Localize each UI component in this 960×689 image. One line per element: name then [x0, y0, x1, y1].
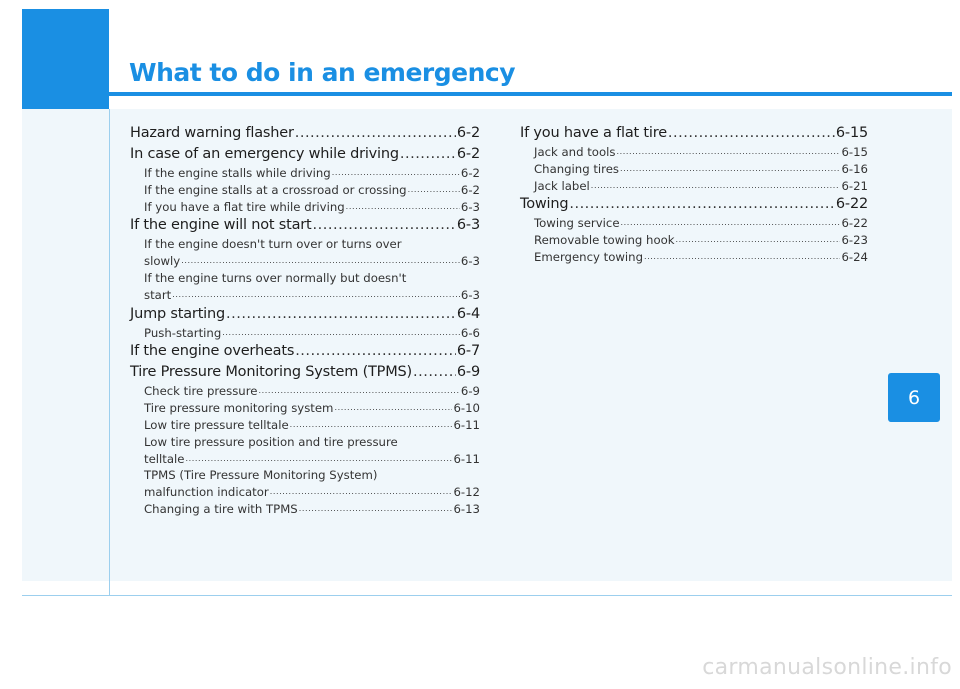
- toc-page-number: 6-15: [835, 125, 868, 141]
- toc-entry-title: Hazard warning flasher: [130, 125, 294, 141]
- toc-leader-dots: [295, 341, 456, 362]
- toc-column-left: [130, 123, 480, 518]
- toc-entry[interactable]: [130, 123, 480, 144]
- toc-entry-title: Jack label: [534, 178, 590, 193]
- toc-subentry[interactable]: [520, 144, 868, 161]
- toc-entry-title: If the engine stalls while driving: [144, 166, 331, 180]
- toc-subentry-line[interactable]: If the engine turns over normally but doesn't: [144, 270, 407, 285]
- toc-leader-dots: [620, 161, 840, 178]
- toc-leader-dots: [226, 304, 456, 325]
- toc-leader-dots: [676, 232, 841, 249]
- toc-subentry[interactable]: [130, 182, 480, 199]
- toc-page-number: 6-10: [453, 401, 480, 416]
- toc-leader-dots: [346, 199, 460, 216]
- toc-entry-title: Jump starting: [130, 305, 225, 322]
- toc-page-number: 6-9: [460, 384, 480, 399]
- toc-subentry[interactable]: [130, 165, 480, 182]
- watermark: carmanualsonline.info: [702, 655, 952, 680]
- toc-page-number: 6-4: [456, 305, 480, 322]
- toc-entry-title: If the engine stalls at a crossroad or crossing: [144, 182, 407, 197]
- toc-entry-title: If you have a flat tire: [520, 125, 667, 141]
- toc-subentry[interactable]: [520, 249, 868, 266]
- toc-entry[interactable]: [130, 341, 480, 362]
- toc-leader-dots: [313, 215, 456, 236]
- header-corner-block: [22, 9, 109, 109]
- toc-entry[interactable]: [130, 362, 480, 383]
- toc-page-number: 6-23: [841, 233, 868, 248]
- toc-leader-dots: [621, 215, 841, 232]
- toc-page-number: 6-2: [460, 166, 480, 180]
- toc-leader-dots: [332, 165, 460, 182]
- toc-entry-title: Jack and tools: [534, 145, 616, 159]
- toc-page-number: 6-12: [453, 485, 480, 500]
- toc-subentry[interactable]: [130, 417, 480, 434]
- toc-entry-title: telltale: [144, 451, 185, 466]
- toc-page-number: 6-3: [460, 287, 480, 302]
- toc-subentry[interactable]: [520, 178, 868, 195]
- toc-subentry[interactable]: [520, 161, 868, 178]
- toc-entry-title: Removable towing hook: [534, 233, 675, 248]
- toc-subentry[interactable]: [130, 400, 480, 417]
- toc-subentry[interactable]: [130, 199, 480, 216]
- toc-leader-dots: [616, 144, 840, 161]
- toc-page-number: 6-3: [456, 217, 480, 234]
- toc-page-number: 6-7: [456, 343, 480, 360]
- toc-entry-title: Towing service: [534, 216, 620, 231]
- toc-page-number: 6-22: [835, 196, 868, 213]
- toc-entry[interactable]: [520, 123, 868, 144]
- toc-subentry[interactable]: [130, 325, 480, 342]
- toc-subentry[interactable]: [520, 232, 868, 249]
- toc-entry[interactable]: [520, 194, 868, 215]
- toc-entry-title: Push-starting: [144, 325, 222, 340]
- toc-page-number: 6-15: [841, 145, 868, 159]
- footer-rule: [22, 595, 952, 596]
- toc-subentry[interactable]: [130, 253, 480, 270]
- toc-page-number: 6-11: [453, 417, 480, 432]
- toc-leader-dots: [172, 287, 460, 304]
- toc-page-number: 6-6: [460, 325, 480, 340]
- toc-entry[interactable]: [130, 215, 480, 236]
- toc-page-number: 6-16: [841, 161, 868, 176]
- toc-entry[interactable]: [130, 144, 480, 165]
- toc-entry-title: start: [144, 287, 172, 302]
- toc-leader-dots: [591, 178, 841, 195]
- toc-page-number: 6-3: [460, 254, 480, 269]
- toc-subentry[interactable]: [130, 383, 480, 400]
- toc-entry-title: If the engine overheats: [130, 343, 295, 360]
- toc-entry-title: If you have a flat tire while driving: [144, 199, 345, 214]
- toc-leader-dots: [400, 144, 456, 165]
- toc-subentry[interactable]: [130, 501, 480, 518]
- toc-subentry[interactable]: [520, 215, 868, 232]
- toc-leader-dots: [668, 123, 835, 144]
- toc-leader-dots: [569, 194, 835, 215]
- toc-page-number: 6-24: [841, 249, 868, 264]
- toc-entry-title: Check tire pressure: [144, 384, 258, 399]
- toc-subentry-line[interactable]: If the engine doesn't turn over or turns over: [144, 237, 402, 252]
- toc-leader-dots: [413, 362, 456, 383]
- toc-entry-title: In case of an emergency while driving: [130, 146, 399, 162]
- toc-page-number: 6-2: [456, 146, 480, 162]
- toc-subentry-line[interactable]: TPMS (Tire Pressure Monitoring System): [144, 468, 378, 483]
- toc-leader-dots: [408, 182, 460, 199]
- toc-page-number: 6-21: [841, 178, 868, 193]
- toc-leader-dots: [299, 501, 453, 518]
- toc-leader-dots: [290, 417, 453, 434]
- toc-leader-dots: [222, 325, 460, 342]
- toc-entry-title: Tire pressure monitoring system: [144, 401, 334, 416]
- toc-leader-dots: [185, 451, 452, 468]
- toc-column-right: [520, 123, 868, 266]
- toc-entry-title: Tire Pressure Monitoring System (TPMS): [130, 364, 412, 381]
- page-title: What to do in an emergency: [129, 58, 515, 87]
- toc-subentry[interactable]: [130, 287, 480, 304]
- toc-page-number: 6-22: [841, 216, 868, 231]
- toc-page-number: 6-2: [460, 182, 480, 197]
- toc-entry-title: Changing a tire with TPMS: [144, 501, 298, 516]
- toc-entry-title: Emergency towing: [534, 249, 643, 264]
- toc-entry-title: If the engine will not start: [130, 217, 312, 234]
- toc-page-number: 6-3: [460, 199, 480, 214]
- chapter-tab[interactable]: 6: [888, 373, 940, 422]
- toc-entry-title: slowly: [144, 254, 181, 269]
- toc-leader-dots: [270, 484, 453, 501]
- left-margin-rule: [109, 109, 110, 596]
- toc-entry[interactable]: [130, 304, 480, 325]
- toc-entry-title: malfunction indicator: [144, 485, 269, 500]
- title-underline: [109, 92, 952, 96]
- toc-page-number: 6-13: [453, 501, 480, 516]
- toc-subentry-line[interactable]: Low tire pressure position and tire pressure: [144, 434, 398, 449]
- toc-leader-dots: [334, 400, 452, 417]
- toc-page-number: 6-2: [456, 125, 480, 141]
- toc-page-number: 6-9: [456, 364, 480, 381]
- toc-entry-title: Towing: [520, 196, 569, 213]
- toc-leader-dots: [644, 249, 840, 266]
- toc-page-number: 6-11: [453, 451, 480, 466]
- toc-leader-dots: [258, 383, 459, 400]
- toc-leader-dots: [295, 123, 456, 144]
- toc-entry-title: Low tire pressure telltale: [144, 417, 289, 432]
- toc-entry-title: Changing tires: [534, 161, 620, 176]
- toc-subentry[interactable]: [130, 484, 480, 501]
- toc-leader-dots: [181, 253, 460, 270]
- toc-subentry[interactable]: [130, 451, 480, 468]
